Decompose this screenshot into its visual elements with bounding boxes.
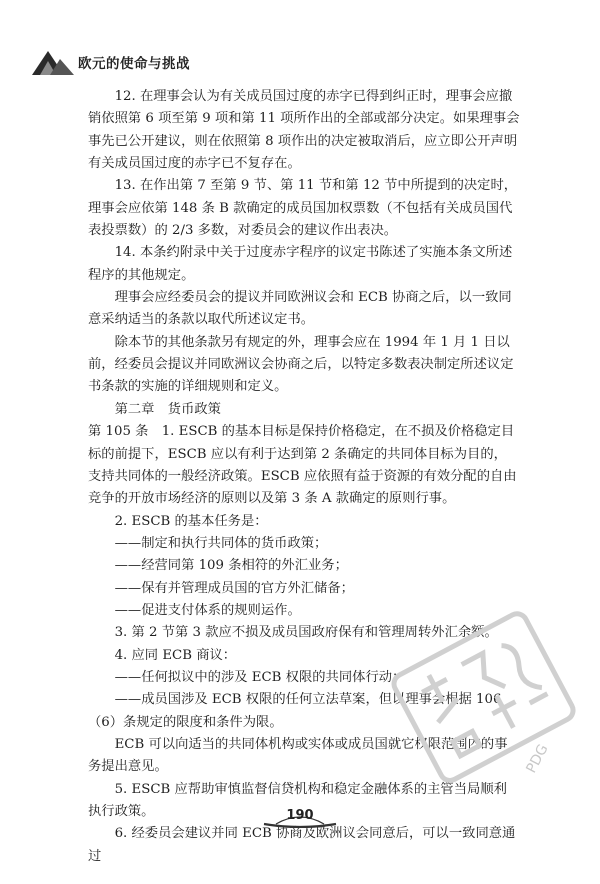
chapter-heading: 第二章 货币政策 <box>114 401 221 417</box>
paragraph-ecb-opinions: ECB 可以向适当的共同体机构或实体或成员国就它权限范围内的事务提出意见。 <box>88 736 508 775</box>
pdg-seal-icon <box>384 598 584 798</box>
paragraph-4: 4. 应同 ECB 商议： <box>114 647 237 663</box>
article-105: 第 105 条 1. ESCB 的基本目标是保持价格稳定，在不损及价格稳定目标的前提下，ESCB 应以有利于达到第 2 条确定的共同体目标为目的，支持共同体的一般经济政策。ESCB 应依照有益于资源的有效分配的自由竞争的开放市场经济的原则以及第 3 条 A 款确定的原则行事。 <box>88 424 517 507</box>
page-number-badge <box>262 806 338 828</box>
consult-item: ——成员国涉及 ECB 权限的任何立法草案，但以理事会根据 106（6）条规定的限度和条件为限。 <box>88 692 502 730</box>
paragraph-3: 3. 第 2 节第 3 款应不损及成员国政府保有和管理周转外汇余额。 <box>114 625 498 641</box>
task-item: ——促进支付体系的规则运作。 <box>114 602 301 618</box>
paragraph-6: 6. 经委员会建议并同 ECB 协商及欧洲议会同意后，可以一致同意通过 <box>88 826 516 864</box>
basic-tasks-heading: 2. ESCB 的基本任务是： <box>114 513 268 529</box>
paragraph-5: 5. ESCB 应帮助审慎监督信贷机构和稳定金融体系的主管当局顺利执行政策。 <box>88 781 507 819</box>
triangle-logo-icon <box>30 50 76 76</box>
task-item: ——保有并管理成员国的官方外汇储备； <box>114 580 354 596</box>
page-number: 190 <box>286 808 314 823</box>
watermark-text: PDG <box>523 741 552 776</box>
paragraph-1994-rules: 除本节的其他条款另有规定的外，理事会应在 1994 年 1 月 1 日以前，经委员会提议并同欧洲议会协商之后，以特定多数表决制定所述议定书条款的实施的详细规则和定义。 <box>88 334 514 395</box>
paragraph-12: 12. 在理事会认为有关成员国过度的赤字已得到纠正时，理事会应撤销依照第 6 项至第 9 项和第 11 项所作出的全部或部分决定。如果理事会事先已公开建议，则在依照第 8 项作出的决定被取消后，应立即公开声明有关成员国过度的赤字已不复存在。 <box>88 89 520 172</box>
paragraph-council-protocol: 理事会应经委员会的提议并同欧洲议会和 ECB 协商之后，以一致同意采纳适当的条款以取代所述议定书。 <box>88 290 512 328</box>
paragraph-13: 13. 在作出第 7 至第 9 节、第 11 节和第 12 节中所提到的决定时，理事会应依第 148 条 B 款确定的成员国加权票数（不包括有关成员国代表投票数）的 2/3 多数，对委员会的建议作出表决。 <box>88 178 518 239</box>
task-item: ——经营同第 109 条相符的外汇业务； <box>114 558 348 574</box>
running-header <box>30 50 570 78</box>
book-title: 欧元的使命与挑战 <box>78 56 190 72</box>
task-item: ——制定和执行共同体的货币政策； <box>114 535 328 551</box>
consult-item: ——任何拟议中的涉及 ECB 权限的共同体行动； <box>114 669 406 685</box>
paragraph-14: 14. 本条约附录中关于过度赤字程序的议定书陈述了实施本条文所述程序的其他规定。 <box>88 245 513 283</box>
